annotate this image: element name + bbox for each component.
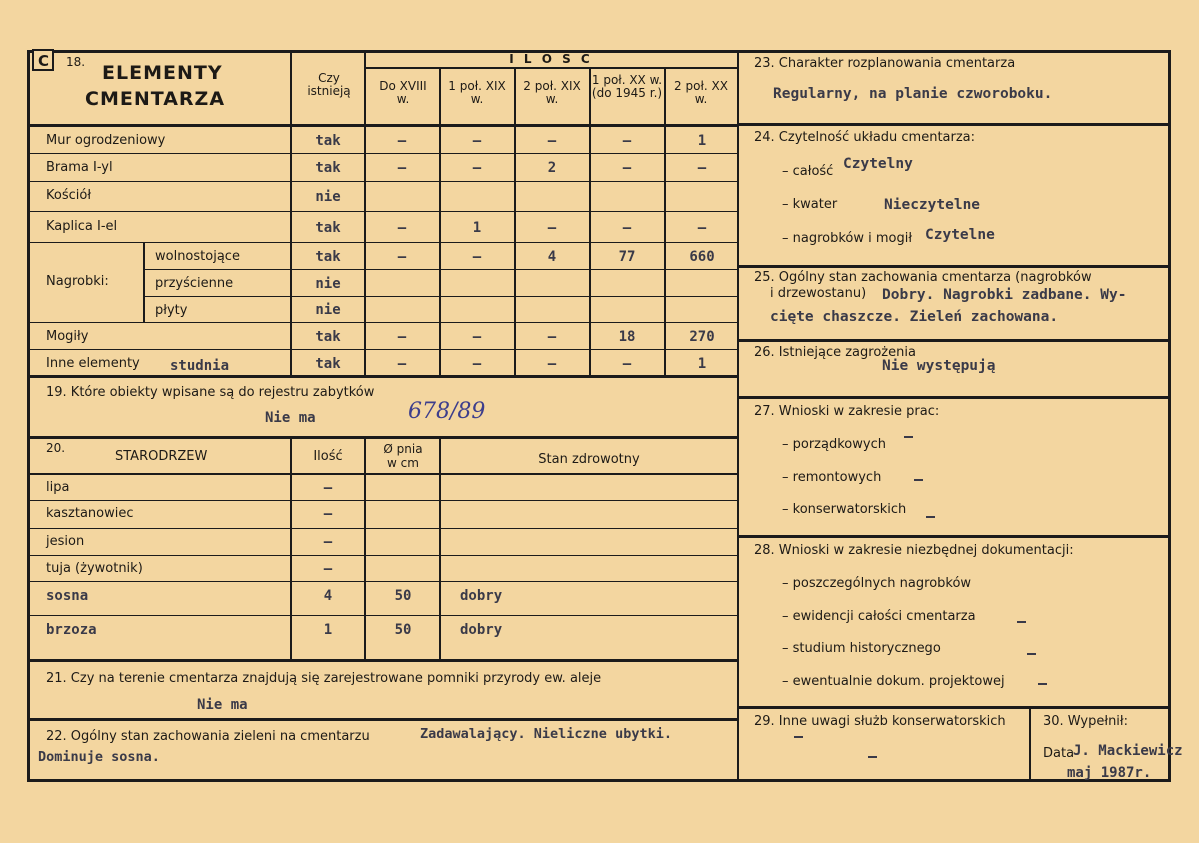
- s25-value-line1: Dobry. Nagrobki zadbane. Wy-: [882, 287, 1127, 303]
- s20-number: 20.: [46, 441, 66, 455]
- s28-item-studium: – studium historycznego: [782, 641, 941, 656]
- col-ilosc-header: I L O Ś Ć: [509, 52, 593, 66]
- element-count-brama-3: –: [622, 160, 632, 176]
- divider: [28, 659, 738, 662]
- s19-value: Nie ma: [265, 410, 316, 426]
- s30-data-label: Data: [1043, 746, 1075, 761]
- s27-dash-konserwatorskich: [926, 516, 935, 518]
- c-box: [32, 49, 54, 71]
- divider: [28, 242, 738, 243]
- tree-ilosc: –: [323, 534, 333, 550]
- element-exists-inne: tak: [315, 356, 341, 372]
- divider: [28, 473, 738, 475]
- tree-name: tuja (żywotnik): [46, 561, 143, 576]
- divider: [28, 500, 738, 501]
- s27-item-konserwatorskich: – konserwatorskich: [782, 502, 907, 517]
- element-count-kaplica-0: –: [397, 220, 407, 236]
- element-count-wolnostojace-3: 77: [618, 249, 636, 265]
- element-count-mur-4: 1: [697, 133, 707, 149]
- s26-label: 26. Istniejące zagrożenia: [754, 345, 916, 360]
- s24-value-nagrobkow: Czytelne: [925, 227, 995, 243]
- element-count-mur-2: –: [547, 133, 557, 149]
- s29-dash-1: [794, 736, 803, 738]
- tree-ilosc: –: [323, 480, 333, 496]
- s25-value-line2: cięte chaszcze. Zieleń zachowana.: [770, 309, 1059, 325]
- section18-title-line2: CMENTARZA: [85, 88, 226, 110]
- tree-name: jesion: [46, 534, 85, 549]
- element-label-inne: Inne elementy: [46, 356, 140, 371]
- element-exists-plyty: nie: [315, 302, 341, 318]
- element-exists-kaplica: tak: [315, 220, 341, 236]
- s27-dash-remontowych: [914, 479, 923, 481]
- element-count-inne-1: –: [472, 356, 482, 372]
- s24-label: 24. Czytelność układu cmentarza:: [754, 130, 976, 145]
- element-label-wolnostojace: wolnostojące: [155, 249, 240, 264]
- element-exists-mogily: tak: [315, 329, 341, 345]
- s22-value-line1: Zadawalający. Nieliczne ubytki.: [420, 726, 672, 742]
- element-count-inne-2: –: [547, 356, 557, 372]
- divider: [28, 528, 738, 529]
- element-count-brama-1: –: [472, 160, 482, 176]
- element-label-kosciol: Kościół: [46, 188, 92, 203]
- nagrobki-label: Nagrobki:: [46, 274, 109, 289]
- element-count-kaplica-2: –: [547, 220, 557, 236]
- col-1pol-xx: 1 poł. XX w. (do 1945 r.): [591, 73, 663, 100]
- s30-filled-by: J. Mackiewicz: [1073, 743, 1183, 759]
- s30-date: maj 1987r.: [1067, 765, 1152, 781]
- element-count-brama-4: –: [697, 160, 707, 176]
- s19-label: 19. Które obiekty wpisane są do rejestru zabytków: [46, 385, 375, 400]
- tree-pnia: 50: [394, 588, 412, 604]
- tree-name: kasztanowiec: [46, 506, 134, 521]
- s27-item-remontowych: – remontowych: [782, 470, 882, 485]
- tree-name: brzoza: [46, 622, 97, 638]
- divider: [28, 436, 738, 439]
- element-count-wolnostojace-1: –: [472, 249, 482, 265]
- element-label-przyscienne: przyścienne: [155, 276, 234, 291]
- s27-label: 27. Wnioski w zakresie prac:: [754, 404, 940, 419]
- element-exists-mur: tak: [315, 133, 341, 149]
- s28-label: 28. Wnioski w zakresie niezbędnej dokumentacji:: [754, 543, 1074, 558]
- s19-register-number: 678/89: [408, 399, 486, 424]
- divider: [738, 123, 1170, 126]
- element-exists-brama: tak: [315, 160, 341, 176]
- s20-col-ilosc: Ilość: [313, 449, 343, 464]
- divider: [28, 322, 738, 323]
- divider: [365, 67, 738, 69]
- divider: [28, 581, 738, 582]
- element-count-inne-4: 1: [697, 356, 707, 372]
- element-count-brama-2: 2: [547, 160, 557, 176]
- divider: [364, 51, 366, 376]
- s23-value: Regularny, na planie czworoboku.: [773, 86, 1053, 102]
- s22-label: 22. Ogólny stan zachowania zieleni na cmentarzu: [46, 729, 370, 744]
- element-count-mogily-4: 270: [689, 329, 715, 345]
- element-count-mogily-0: –: [397, 329, 407, 345]
- col-1pol-xix: 1 poł. XIX w.: [448, 79, 506, 106]
- tree-ilosc: 4: [323, 588, 333, 604]
- element-count-mur-0: –: [397, 133, 407, 149]
- element-count-kaplica-3: –: [622, 220, 632, 236]
- s21-label: 21. Czy na terenie cmentarza znajdują się zarejestrowane pomniki przyrody ew. aleje: [46, 671, 602, 686]
- s27-item-porzadkowych: – porządkowych: [782, 437, 886, 452]
- divider: [144, 296, 738, 297]
- divider: [28, 349, 738, 350]
- divider: [28, 153, 738, 154]
- divider: [143, 242, 145, 322]
- s25-label-line2: i drzewostanu): [770, 286, 867, 301]
- divider: [28, 615, 738, 616]
- element-exists-wolnostojace: tak: [315, 249, 341, 265]
- divider: [28, 181, 738, 182]
- element-count-wolnostojace-0: –: [397, 249, 407, 265]
- element-label-mogily: Mogiły: [46, 329, 89, 344]
- divider: [28, 211, 738, 212]
- element-label-brama: Brama I-yl: [46, 160, 113, 175]
- s28-dash-projektowej: [1038, 683, 1047, 685]
- element-exists-kosciol: nie: [315, 189, 341, 205]
- col-2pol-xx: 2 poł. XX w.: [674, 79, 728, 106]
- s26-value: Nie występują: [882, 358, 996, 374]
- divider: [738, 339, 1170, 342]
- element-count-mur-3: –: [622, 133, 632, 149]
- s28-dash-studium: [1027, 653, 1036, 655]
- s24-value-calosc: Czytelny: [843, 156, 913, 172]
- element-extra-inne: studnia: [170, 358, 230, 374]
- s28-item-projektowej: – ewentualnie dokum. projektowej: [782, 674, 1005, 689]
- c-box-letter: C: [38, 52, 50, 70]
- divider: [738, 396, 1170, 399]
- s29-label: 29. Inne uwagi służb konserwatorskich: [754, 714, 1006, 729]
- s28-item-ewidencji: – ewidencji całości cmentarza: [782, 609, 976, 624]
- tree-ilosc: 1: [323, 622, 333, 638]
- element-count-brama-0: –: [397, 160, 407, 176]
- s24-value-kwater: Nieczytelne: [884, 197, 981, 213]
- divider: [738, 265, 1170, 268]
- col-do-xviii: Do XVIII w.: [379, 79, 427, 106]
- divider: [290, 51, 292, 376]
- divider: [28, 375, 738, 378]
- tree-ilosc: –: [323, 506, 333, 522]
- s27-dash-porzadkowych: [904, 436, 913, 438]
- tree-stan: dobry: [460, 588, 503, 604]
- section18-title-line1: ELEMENTY: [102, 62, 223, 84]
- s28-dash-ewidencji: [1017, 621, 1026, 623]
- element-label-plyty: płyty: [155, 303, 188, 318]
- s23-label: 23. Charakter rozplanowania cmentarza: [754, 56, 1016, 71]
- element-count-mogily-3: 18: [618, 329, 636, 345]
- s20-col-pnia: Ø pnia: [383, 442, 423, 456]
- element-count-inne-3: –: [622, 356, 632, 372]
- tree-name: sosna: [46, 588, 89, 604]
- divider: [28, 718, 738, 721]
- col-2pol-xix: 2 poł. XIX w.: [523, 79, 581, 106]
- tree-pnia: 50: [394, 622, 412, 638]
- tree-name: lipa: [46, 480, 70, 495]
- element-count-kaplica-4: –: [697, 220, 707, 236]
- col-czy-istnieja: Czy istnieją: [307, 71, 351, 98]
- divider: [738, 535, 1170, 538]
- section18-number: 18.: [66, 55, 86, 69]
- s24-item-nagrobkow: – nagrobków i mogił: [782, 231, 913, 246]
- s20-col-pnia-unit: w cm: [387, 456, 419, 470]
- s22-value-line2: Dominuje sosna.: [38, 749, 160, 765]
- s20-title: STARODRZEW: [115, 449, 208, 464]
- divider: [144, 269, 738, 270]
- divider: [1029, 707, 1031, 781]
- divider: [738, 706, 1170, 709]
- element-count-kaplica-1: 1: [472, 220, 482, 236]
- element-count-mur-1: –: [472, 133, 482, 149]
- element-count-mogily-2: –: [547, 329, 557, 345]
- s24-item-kwater: – kwater: [782, 197, 838, 212]
- element-exists-przyscienne: nie: [315, 276, 341, 292]
- divider: [28, 124, 738, 127]
- element-count-mogily-1: –: [472, 329, 482, 345]
- tree-stan: dobry: [460, 622, 503, 638]
- tree-ilosc: –: [323, 561, 333, 577]
- s21-value: Nie ma: [197, 697, 248, 713]
- element-count-wolnostojace-4: 660: [689, 249, 715, 265]
- element-label-mur: Mur ogrodzeniowy: [46, 133, 166, 148]
- s29-dash-2: [868, 756, 877, 758]
- divider: [28, 555, 738, 556]
- s20-col-stan: Stan zdrowotny: [538, 452, 640, 467]
- s30-label: 30. Wypełnił:: [1043, 714, 1128, 729]
- s25-label-line1: 25. Ogólny stan zachowania cmentarza (nagrobków: [754, 270, 1092, 285]
- element-count-wolnostojace-2: 4: [547, 249, 557, 265]
- element-label-kaplica: Kaplica I-el: [46, 219, 118, 234]
- s24-item-calosc: – całość: [782, 164, 834, 179]
- s28-item-nagrobkow: – poszczególnych nagrobków: [782, 576, 972, 591]
- element-count-inne-0: –: [397, 356, 407, 372]
